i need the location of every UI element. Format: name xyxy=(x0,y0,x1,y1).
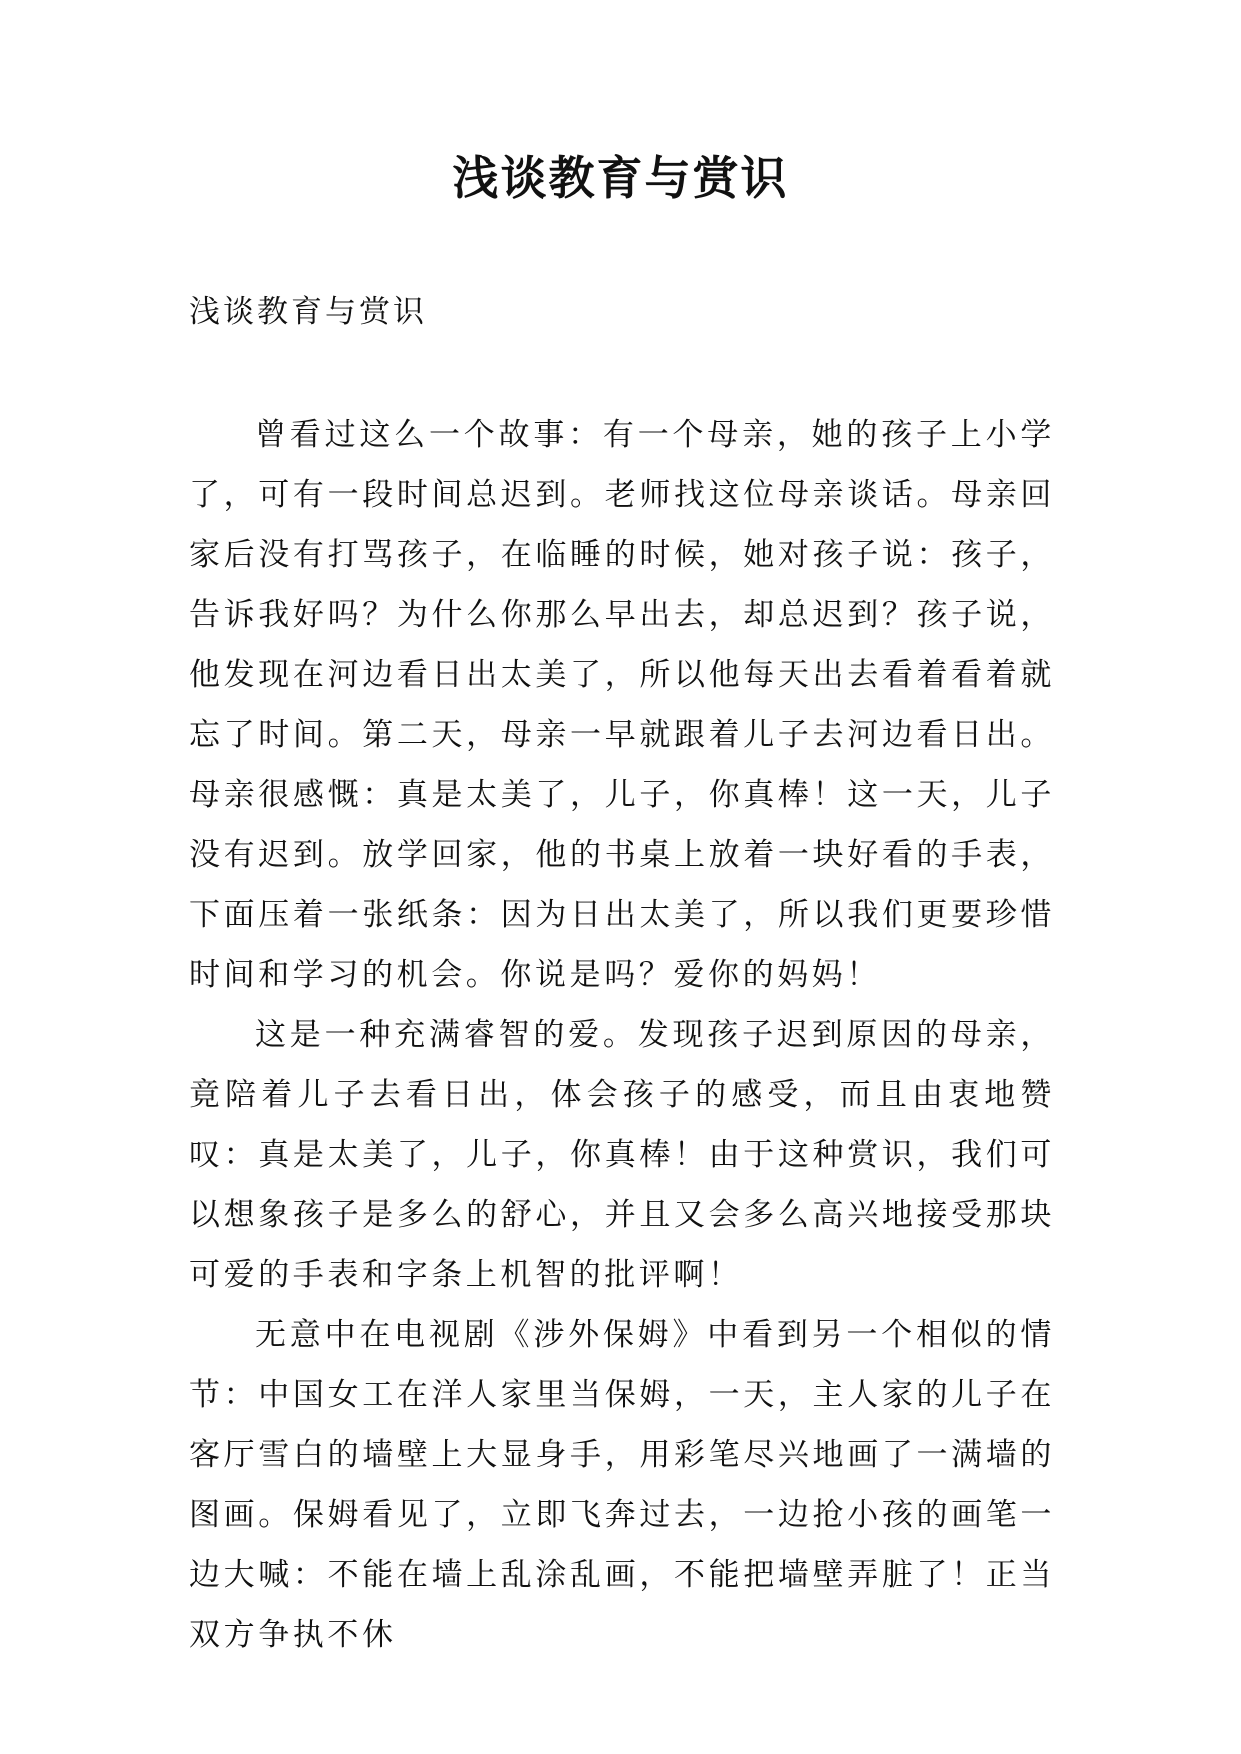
paragraph: 无意中在电视剧《涉外保姆》中看到另一个相似的情节：中国女工在洋人家里当保姆，一天，主人家的儿子在客厅雪白的墙壁上大显身手，用彩笔尽兴地画了一满墙的图画。保姆看见了，立即飞奔过去，一边抢小孩的画笔一边大喊：不能在墙上乱涂乱画，不能把墙壁弄脏了！正当双方争执不休 xyxy=(189,1317,1055,1653)
document-subtitle: 浅谈教育与赏识 xyxy=(189,294,427,330)
paragraph: 这是一种充满睿智的爱。发现孩子迟到原因的母亲，竟陪着儿子去看日出，体会孩子的感受，而且由衷地赞叹：真是太美了，儿子，你真棒！由于这种赏识，我们可以想象孩子是多么的舒心，并且又会多么高兴地接受那块可爱的手表和字条上机智的批评啊！ xyxy=(189,1017,1055,1293)
document-body xyxy=(189,405,1055,1665)
paragraph: 曾看过这么一个故事：有一个母亲，她的孩子上小学了，可有一段时间总迟到。老师找这位母亲谈话。母亲回家后没有打骂孩子，在临睡的时候，她对孩子说：孩子，告诉我好吗？为什么你那么早出去，却总迟到？孩子说，他发现在河边看日出太美了，所以他每天出去看着看着就忘了时间。第二天，母亲一早就跟着儿子去河边看日出。母亲很感慨：真是太美了，儿子，你真棒！这一天，儿子没有迟到。放学回家，他的书桌上放着一块好看的手表，下面压着一张纸条：因为日出太美了，所以我们更要珍惜时间和学习的机会。你说是吗？爱你的妈妈！ xyxy=(189,417,1055,993)
document-title: 浅谈教育与赏识 xyxy=(452,151,789,205)
